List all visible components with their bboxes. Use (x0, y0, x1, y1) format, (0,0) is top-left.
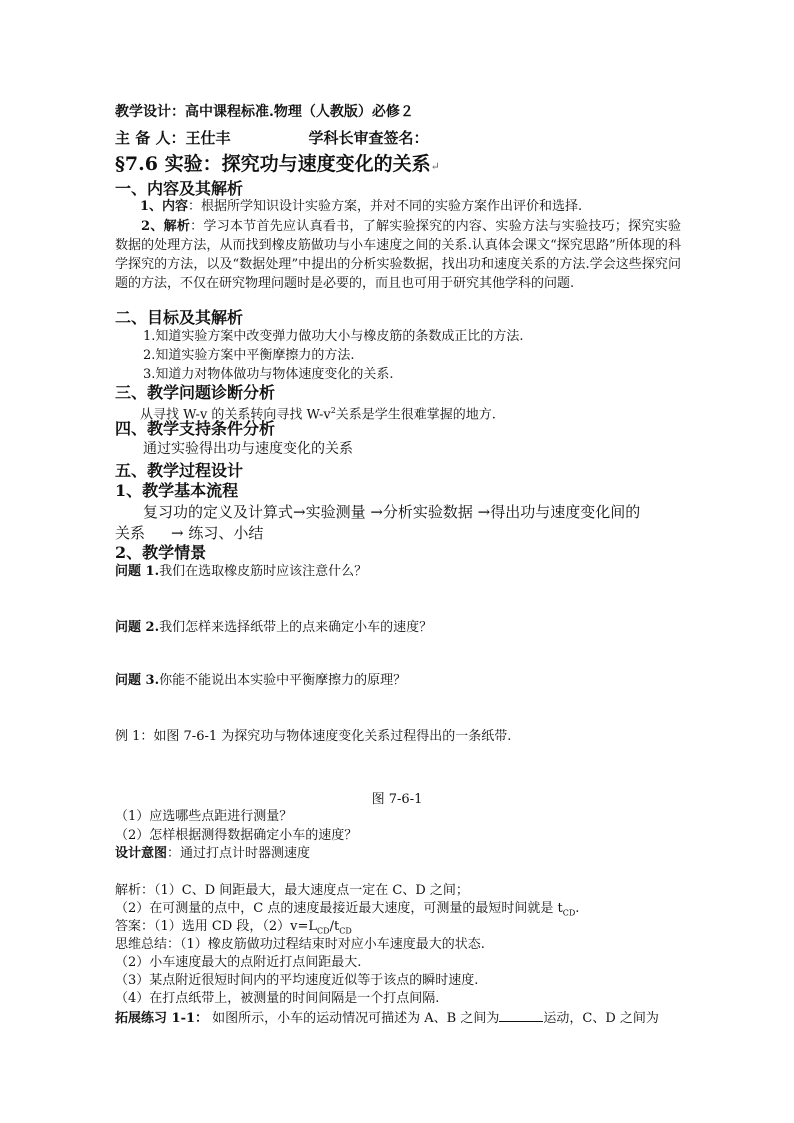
section-heading-3: 三、教学问题诊断分析 (115, 383, 276, 402)
paragraph-mark-icon: ↵ (430, 160, 440, 173)
summary-line-3: （3）某点附近很短时间内的平均速度近似等于该点的瞬时速度. (115, 973, 479, 988)
section-heading-4: 四、教学支持条件分析 (115, 419, 276, 438)
subheading-flow: 1、教学基本流程 (115, 481, 239, 500)
content-item: 1、内容：根据所学知识设计实验方案，并对不同的实验方案作出评价和选择. (140, 199, 583, 214)
answer-blank[interactable] (499, 1009, 543, 1022)
support-text: 通过实验得出功与速度变化的关系 (143, 441, 353, 457)
goal-item: 3.知道力对物体做功与物体速度变化的关系. (143, 367, 394, 382)
example-question-2: （2）怎样根据测得数据确定小车的速度？ (115, 828, 358, 843)
analysis-line-2: （2）在可测量的点中，C 点的速度最接近最大速度，可测量的最短时间就是 $t_{CD}$. (115, 901, 580, 918)
design-intent: 设计意图：通过打点计时器测速度 (115, 846, 311, 861)
summary-line-1: 思维总结：（1）橡皮筋做功过程结束时对应小车速度最大的状态. (115, 937, 485, 952)
goal-item: 1.知道实验方案中改变弹力做功大小与橡皮筋的条数成正比的方法. (143, 329, 524, 344)
analysis-paragraph: 2、解析：学习本节首先应认真看书，了解实验探究的内容、实验方法与实验技巧；探究实验数据的处理方法，从而找到橡皮筋做功与小车速度之间的关系.认真体会课文“探究思路”所体现的科学探究的方法，以及“数据处理”中提出的分析实验数据，找出功和速度关系的方法.学会这些探究问题的方法，不仅在研究物理问题时是必要的，而且也可用于研究其他学科的问题. (115, 219, 681, 291)
goal-item: 2.知道实验方案中平衡摩擦力的方法. (143, 348, 355, 363)
question-3: 问题 3.你能不能说出本实验中平衡摩擦力的原理？ (115, 673, 407, 688)
extension-exercise: 拓展练习 1-1： 如图所示，小车的运动情况可描述为 A、B 之间为 运动，C、D 之间为 (115, 1011, 659, 1026)
summary-line-2: （2）小车速度最大的点附近打点间距最大. (115, 955, 362, 970)
question-1: 问题 1.我们在选取橡皮筋时应该注意什么？ (115, 564, 368, 579)
figure-caption: 图 7-6-1 (371, 792, 423, 807)
section-heading-5: 五、教学过程设计 (115, 461, 244, 480)
design-line: 教学设计：高中课程标准.物理（人教版）必修２ (115, 104, 414, 120)
section-heading-1: 一、内容及其解析 (115, 179, 244, 198)
analysis-line-1: 解析：（1）C、D 间距最大，最大速度点一定在 C、D 之间； (115, 883, 469, 898)
preparer-line (115, 128, 428, 148)
answer-line: 答案：（1）选用 CD 段，$(2)v=L_{CD}/t_{CD}$ (115, 919, 352, 936)
question-2: 问题 2.我们怎样来选择纸带上的点来确定小车的速度？ (115, 620, 433, 635)
section-heading-2: 二、目标及其解析 (115, 308, 244, 327)
subheading-scenario: 2、教学情景 (115, 543, 207, 562)
example-question-1: （1）应选哪些点距进行测量？ (115, 809, 293, 824)
reviewer-label: 学科长审查签名： (308, 129, 429, 147)
page-title: §7.6 实验：探究功与速度变化的关系↵ (115, 153, 440, 175)
diagnosis-text: 从寻找 W-v 的关系转向寻找 $W-v^2$关系是学生很难掌握的地方. (140, 406, 496, 423)
flow-line-2: 关系 → 练习、小结 (115, 524, 264, 542)
flow-line-1: 复习功的定义及计算式→实验测量 →分析实验数据 →得出功与速度变化间的 (143, 503, 641, 521)
example-text: 例 1：如图 7-6-1 为探究功与物体速度变化关系过程得出的一条纸带. (115, 729, 512, 744)
preparer-label: 主 备 人：王仕丰 (115, 129, 231, 147)
summary-line-4: （4）在打点纸带上，被测量的时间间隔是一个打点间隔. (115, 991, 440, 1006)
